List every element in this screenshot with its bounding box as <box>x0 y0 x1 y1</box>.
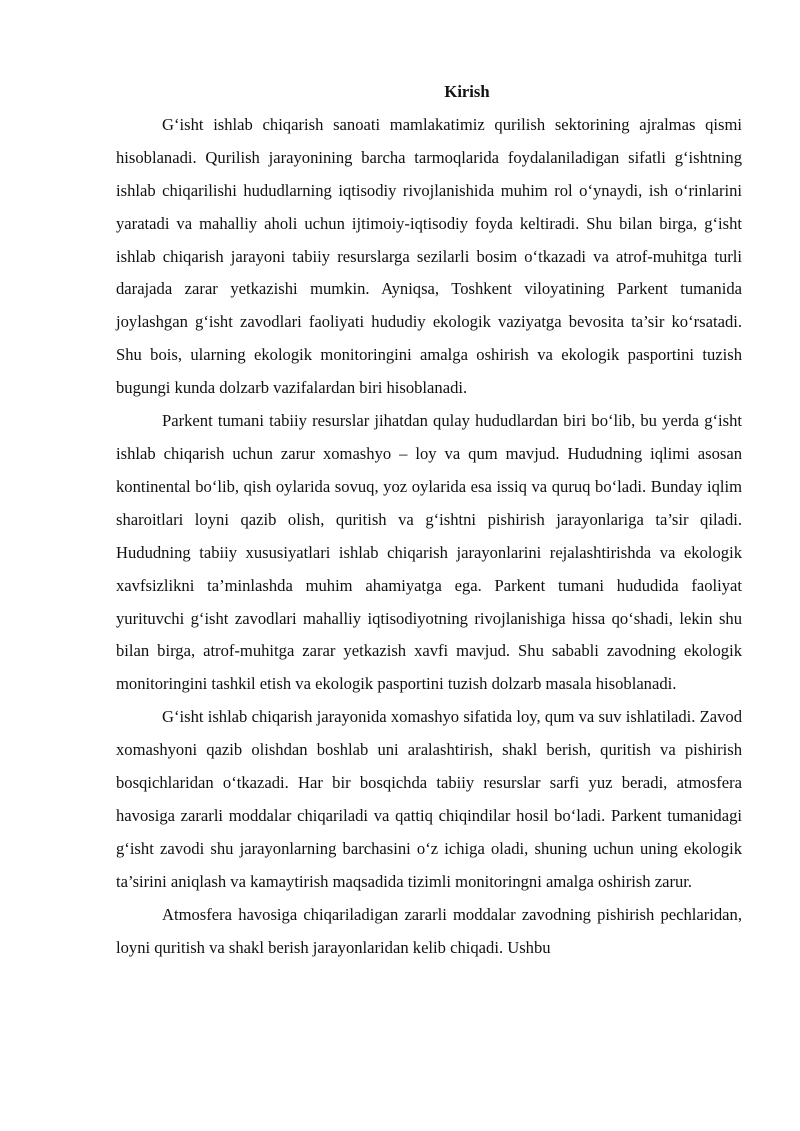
paragraph-2: Parkent tumani tabiiy resurslar jihatdan qulay hududlardan biri bo‘lib, bu yerda g‘isht ishlab chiqarish uchun zarur xomashyo – loy va qum mavjud. Hududning iqlimi asosan kontinental bo‘lib, qish oylarida sovuq, yoz oylarida esa issiq va quruq bo‘ladi. Bunday iqlim sharoitlari loyni qazib olish, quritish va g‘ishtni pishirish jarayonlariga ta’sir qiladi. Hududning tabiiy xususiyatlari ishlab chiqarish jarayonlarini rejalashtirishda va ekologik xavfsizlikni ta’minlashda muhim ahamiyatga ega. Parkent tumani hududida faoliyat yurituvchi g‘isht zavodlari mahalliy iqtisodiyotning rivojlanishiga hissa qo‘shadi, lekin shu bilan birga, atrof-muhitga zarar yetkazish xavfi mavjud. Shu sababli zavodning ekologik monitoringini tashkil etish va ekologik pasportini tuzish dolzarb masala hisoblanadi. <box>116 411 742 694</box>
paragraph-3: G‘isht ishlab chiqarish jarayonida xomashyo sifatida loy, qum va suv ishlatiladi. Zavod xomashyoni qazib olishdan boshlab uni aralashtirish, shakl berish, quritish va pishirish bosqichlaridan o‘tkazadi. Har bir bosqichda tabiiy resurslar sarfi yuz beradi, atmosfera havosiga zararli moddalar chiqariladi va qattiq chiqindilar hosil bo‘ladi. Parkent tumanidagi g‘isht zavodi shu jarayonlarning barchasini o‘z ichiga oladi, shuning uchun uning ekologik ta’sirini aniqlash va kamaytirish maqsadida tizimli monitoringni amalga oshirish zarur. <box>116 707 742 891</box>
paragraph-4: Atmosfera havosiga chiqariladigan zararli moddalar zavodning pishirish pechlaridan, loyni quritish va shakl berish jarayonlaridan kelib chiqadi. Ushbu <box>116 904 742 957</box>
document-body <box>116 76 742 964</box>
section-title: Kirish <box>444 82 490 101</box>
paragraph-1: G‘isht ishlab chiqarish sanoati mamlakatimiz qurilish sektorining ajralmas qismi hisoblanadi. Qurilish jarayonining barcha tarmoqlarida foydalaniladigan sifatli g‘ishtning ishlab chiqarilishi hududlarning iqtisodiy rivojlanishida muhim rol o‘ynaydi, ish o‘rinlarini yaratadi va mahalliy aholi uchun ijtimoiy-iqtisodiy foyda keltiradi. Shu bilan birga, g‘isht ishlab chiqarish jarayoni tabiiy resurslarga sezilarli bosim o‘tkazadi va atrof-muhitga turli darajada zarar yetkazishi mumkin. Ayniqsa, Toshkent viloyatining Parkent tumanida joylashgan g‘isht zavodlari faoliyati hududiy ekologik vaziyatga bevosita ta’sir ko‘rsatadi. Shu bois, ularning ekologik monitoringini amalga oshirish va ekologik pasportini tuzish bugungi kunda dolzarb vazifalardan biri hisoblanadi. <box>116 114 742 398</box>
